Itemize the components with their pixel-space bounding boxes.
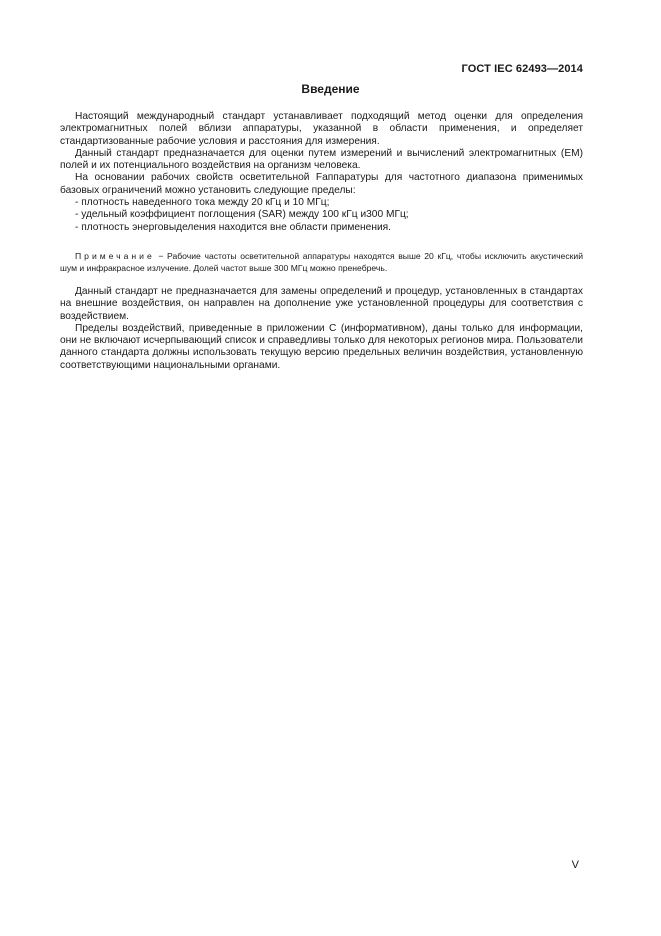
list-item-sar: - удельный коэффициент поглощения (SAR) между 100 кГц и300 МГц; bbox=[75, 209, 409, 221]
document-header: ГОСТ IEC 62493—2014 bbox=[461, 63, 583, 75]
paragraph-purpose: Данный стандарт предназначается для оценки путем измерений и вычислений электромагнитных (ЕМ) полей и их потенциального воздействия на организм человека. bbox=[60, 147, 583, 172]
section-title: Введение bbox=[301, 82, 360, 96]
paragraph-limits: На основании рабочих свойств осветительной Fаппаратуры для частотного диапазона применимых базовых ограничений можно установить следующие пределы: bbox=[60, 172, 583, 196]
page-number: V bbox=[571, 859, 579, 871]
note-block bbox=[60, 250, 583, 274]
intro-body bbox=[60, 111, 583, 234]
list-item-current-density: - плотность наведенного тока между 20 кГц и 10 МГц; bbox=[75, 197, 330, 209]
second-body bbox=[60, 286, 583, 372]
paragraph-not-replace: Данный стандарт не предназначается для замены определений и процедур, установленных в стандартах на внешние воздействия, он направлен на дополнение уже установленной процедуры для соответствия с воздействием. bbox=[60, 286, 583, 322]
list-item-power-density: - плотность энерговыделения находится вне области применения. bbox=[75, 221, 391, 233]
paragraph-exposure-limits: Пределы воздействий, приведенные в приложении С (информативном), даны только для информации, они не включают исчерпывающий список и справедливы только для некоторых регионов мира. Пользователи данного стандарта должны использовать текущую версию предельных величин воздействия, установленную соответствующими национальными органами. bbox=[60, 322, 583, 371]
note-label: Примечание bbox=[75, 251, 155, 261]
paragraph-scope: Настоящий международный стандарт устанавливает подходящий метод оценки для определения электромагнитных полей вблизи аппаратуры, указанной в области применения, и определяет стандартизованные рабочие условия и расстояния для измерения. bbox=[60, 111, 583, 147]
note-text: − Рабочие частоты осветительной аппаратуры находятся выше 20 кГц, чтобы исключить акустический шум и инфракрасное излучение. Долей частот выше 300 МГц можно пренебречь. bbox=[60, 251, 583, 273]
